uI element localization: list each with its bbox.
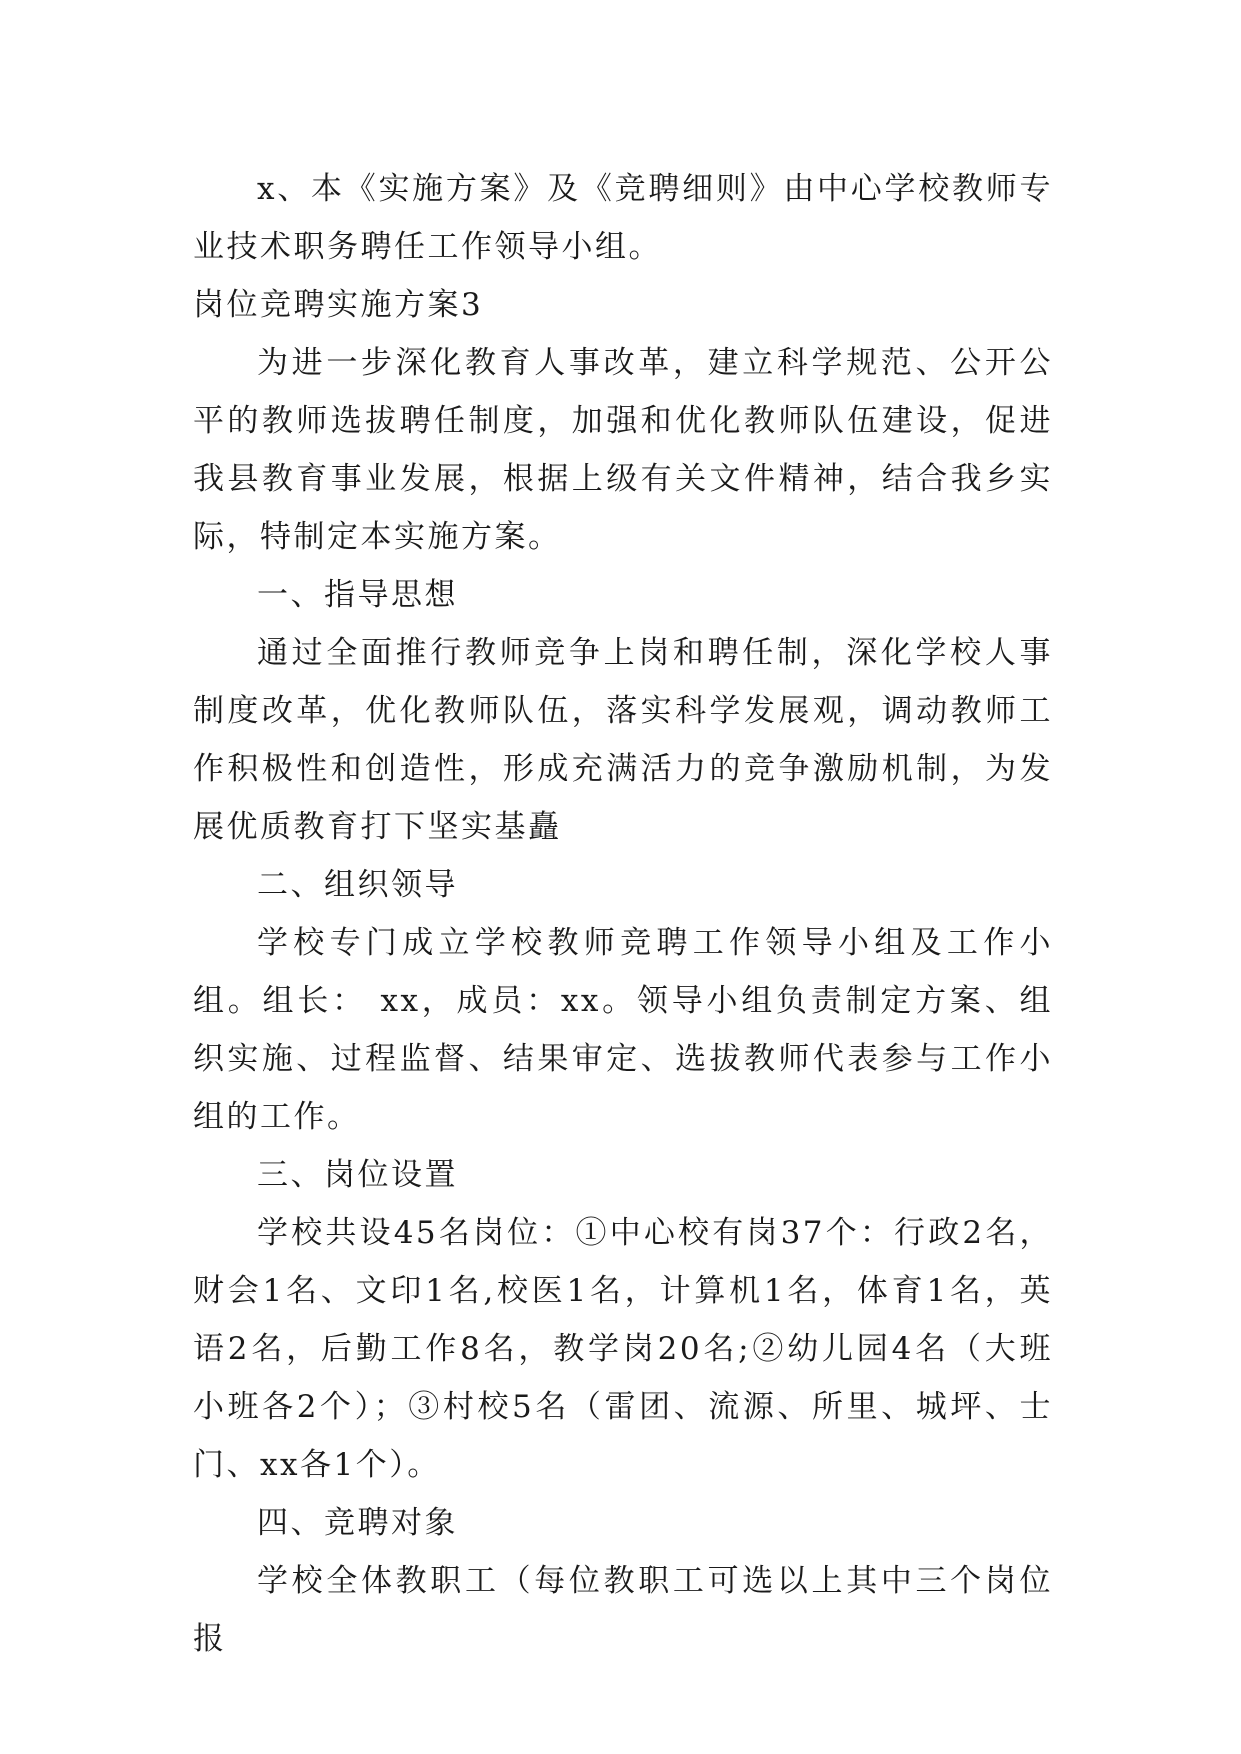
paragraph-positions: 学校共设45名岗位：①中心校有岗37个：行政2名，财会1名、文印1名,校医1名，计算机1名，体育1名，英语2名，后勤工作8名，教学岗20名;②幼儿园4名（大班小班各2个）；③村校5名（雷团、流源、所里、城坪、士门、xx各1个）。 [193, 1215, 1053, 1483]
paragraph-guiding-thought: 通过全面推行教师竞争上岗和聘任制，深化学校人事制度改革，优化教师队伍，落实科学发展观，调动教师工作积极性和创造性，形成充满活力的竞争激励机制，为发展优质教育打下坚实基矗 [193, 635, 1053, 845]
heading-organization: 二、组织领导 [257, 867, 458, 903]
heading-candidates: 四、竞聘对象 [257, 1505, 458, 1541]
paragraph-intro: 为进一步深化教育人事改革，建立科学规范、公开公平的教师选拔聘任制度，加强和优化教师队伍建设，促进我县教育事业发展，根据上级有关文件精神，结合我乡实际，特制定本实施方案。 [193, 345, 1053, 555]
paragraph-rule-x: x、本《实施方案》及《竞聘细则》由中心学校教师专业技术职务聘任工作领导小组。 [193, 171, 1053, 265]
paragraph-candidates: 学校全体教职工（每位教职工可选以上其中三个岗位报 [193, 1563, 1053, 1657]
paragraph-organization: 学校专门成立学校教师竞聘工作领导小组及工作小组。组长： xx，成员：xx。领导小组负责制定方案、组织实施、过程监督、结果审定、选拔教师代表参与工作小组的工作。 [193, 925, 1053, 1135]
section-title: 岗位竞聘实施方案3 [193, 287, 484, 323]
heading-positions: 三、岗位设置 [257, 1157, 458, 1193]
heading-guiding-thought: 一、指导思想 [257, 577, 458, 613]
document-body [193, 160, 1053, 1668]
